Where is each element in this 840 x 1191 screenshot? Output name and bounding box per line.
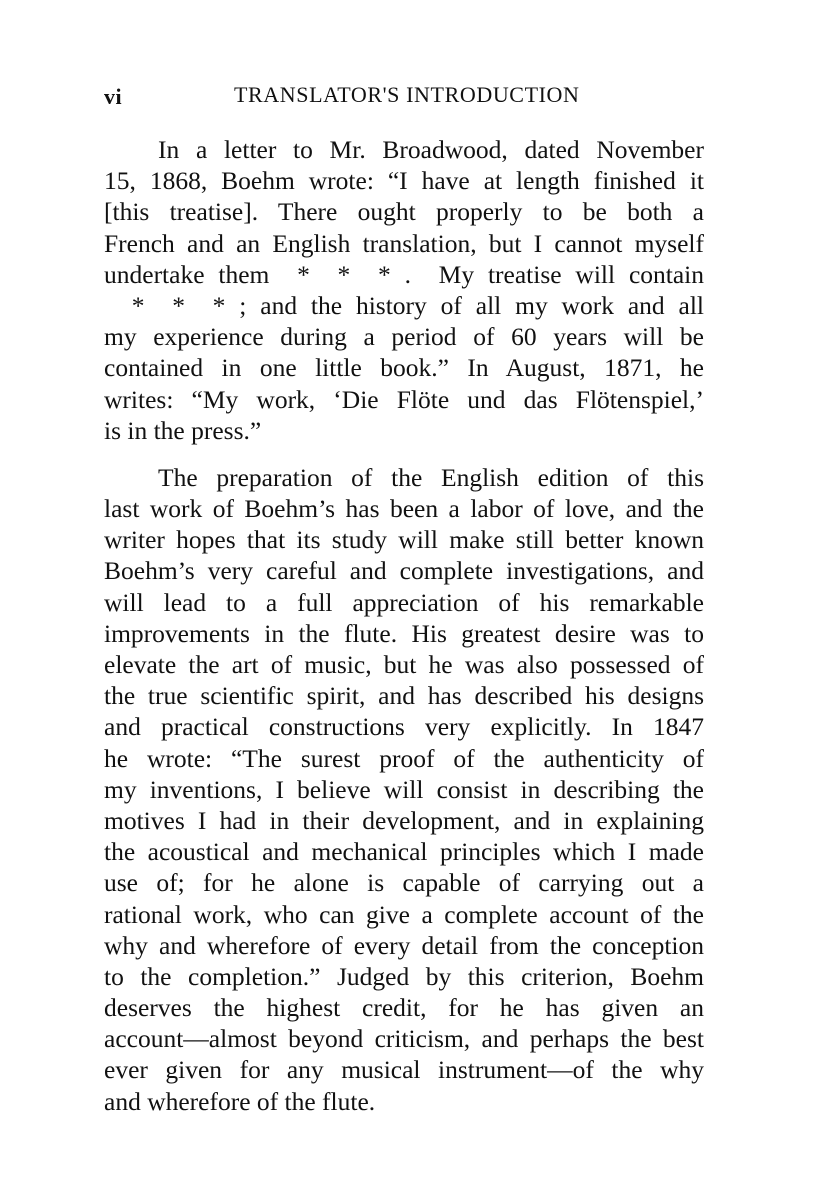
- text-line: will lead to a full appreciation of his remarkable: [104, 587, 704, 617]
- text-line: writer hopes that its study will make still better known: [104, 525, 704, 555]
- text-line: The preparation of the English edition of this: [158, 462, 704, 492]
- text-line: last work of Boehm’s has been a labor of love, and the: [104, 494, 704, 524]
- text-line: why and wherefore of every detail from the conception: [104, 930, 704, 960]
- text-line: 15, 1868, Boehm wrote: “I have at length finished it: [104, 166, 704, 196]
- paragraph-gap: [104, 446, 704, 462]
- running-title: TRANSLATOR'S INTRODUCTION: [234, 82, 580, 107]
- text-line: and wherefore of the flute.: [104, 1086, 376, 1116]
- text-line: Boehm’s very careful and complete investigations, and: [104, 556, 704, 586]
- text-line: my experience during a period of 60 years will be: [104, 322, 704, 352]
- text-line: motives I had in their development, and in explaining: [104, 805, 704, 835]
- text-line: the acoustical and mechanical principles which I made: [104, 837, 704, 867]
- text-line: In a letter to Mr. Broadwood, dated November: [158, 135, 704, 164]
- text-line: contained in one little book.” In August, 1871, he: [104, 353, 704, 383]
- text-line: elevate the art of music, but he was also possessed of: [104, 650, 704, 679]
- text-line: is in the press.”: [104, 415, 262, 445]
- text-line: the true scientific spirit, and has described his designs: [104, 681, 704, 711]
- running-head: [104, 80, 704, 112]
- paragraph-1: [104, 134, 704, 446]
- text-line: rational work, who can give a complete account of the: [104, 899, 704, 929]
- body-text: [104, 134, 704, 1117]
- text-line: * * * ; and the history of all my work and all: [104, 290, 704, 320]
- text-line: use of; for he alone is capable of carrying out a: [104, 868, 704, 898]
- text-line: ever given for any musical instrument—of the why: [104, 1055, 704, 1085]
- text-line: deserves the highest credit, for he has given an: [104, 993, 704, 1023]
- paragraph-2: [104, 462, 704, 1117]
- text-line: my inventions, I believe will consist in describing the: [104, 774, 704, 804]
- text-line: improvements in the flute. His greatest desire was to: [104, 618, 704, 648]
- text-line: French and an English translation, but I cannot myself: [104, 228, 704, 258]
- page-number: vi: [104, 84, 123, 109]
- text-line: account—almost beyond criticism, and perhaps the best: [104, 1024, 704, 1054]
- text-line: and practical constructions very explicitly. In 1847: [104, 712, 704, 742]
- text-line: writes: “My work, ‘Die Flöte und das Flötenspiel,’: [104, 384, 704, 414]
- text-line: he wrote: “The surest proof of the authenticity of: [104, 743, 704, 773]
- text-line: undertake them * * * . My treatise will contain: [104, 259, 704, 289]
- text-line: to the completion.” Judged by this criterion, Boehm: [104, 961, 704, 991]
- text-line: [this treatise]. There ought properly to be both a: [104, 197, 704, 227]
